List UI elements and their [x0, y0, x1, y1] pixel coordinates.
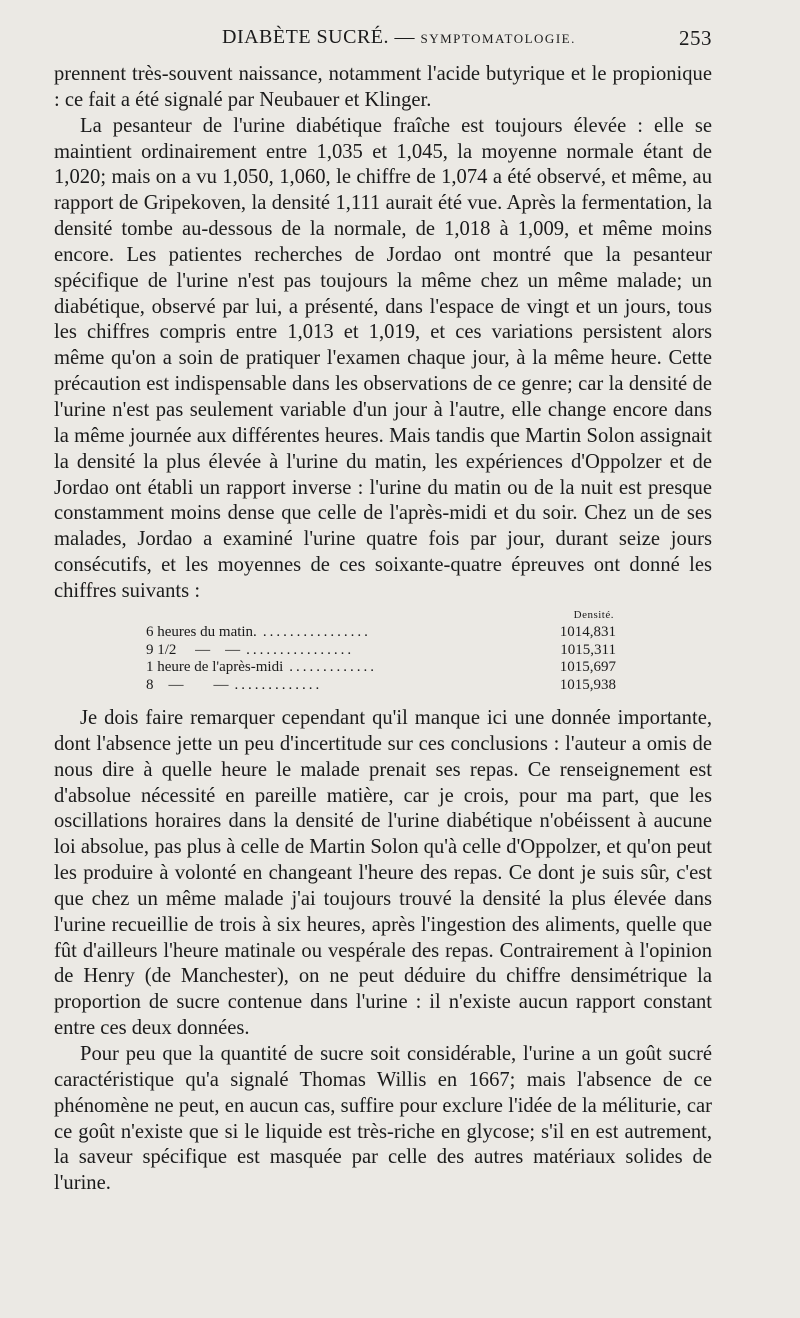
row-value: 1015,938 — [559, 676, 616, 693]
row-value: 1015,311 — [560, 641, 616, 658]
row-leader: ............. — [234, 676, 323, 693]
row-label: 6 heures du matin. — [146, 624, 257, 640]
paragraph-taste: Pour peu que la quantité de sucre soit considérable, l'urine a un goût sucré caractéristique qu'a signalé Thomas Willis en 1667; mais l'absence de ce phénomène ne peut, en aucun cas, suffire pour exclure l'idée de la méliturie, car ce goût n'existe que si le liquide est très-riche en glycose; s'il en est autrement, la saveur spécifique est masquée par celle des autres matériaux solides de l'urine. — [54, 1042, 712, 1195]
header-title: DIABÈTE SUCRÉ. — — [222, 26, 415, 48]
row-label: 1 heure de l'après-midi — [146, 659, 284, 675]
running-header — [52, 22, 712, 52]
paragraph-remark: Je dois faire remarquer cependant qu'il manque ici une donnée importante, dont l'absence jette un peu d'incertitude sur ces conclusions : l'auteur a omis de nous dire à quelle heure le malade prenait ses repas. Ce renseignement est d'absolue nécessité en pareille matière, car je crois, pour ma part, que les oscillations horaires dans la densité de l'urine diabétique n'obéissent à aucune loi absolue, pas plus à celle de Martin Solon qu'à celle d'Oppolzer, et qu'on peut les produire à volonté en changeant l'heure des repas. Ce dont je suis sûr, c'est que chez un même malade j'ai toujours trouvé la densité la plus élevée dans l'urine recueillie de trois à six heures, après l'ingestion des aliments, quelle que fût d'ailleurs l'heure matinale ou vespérale des repas. Contrairement à l'opinion de Henry (de Manchester), on ne peut déduire du chiffre densimétrique la proportion de sucre contenue dans l'urine : il n'existe aucun rapport constant entre ces deux données. — [54, 707, 712, 1040]
row-leader: ............. — [289, 659, 377, 675]
table-column-header: Densité. — [573, 609, 614, 621]
paragraph-urine-density: La pesanteur de l'urine diabétique fraîche est toujours élevée : elle se maintient ordinairement entre 1,035 et 1,045, la moyenne normale étant de 1,020; mais on a vu 1,050, 1,060, le chiffre de 1,074 a été observé, et même, au rapport de Gripekoven, la densité 1,111 aurait été vue. Après la fermentation, la densité tombe au-dessous de la normale, de 1,018 à 1,009, et même moins encore. Les patientes recherches de Jordao ont montré que la pesanteur spécifique de l'urine n'est pas toujours la même chez un même malade; un diabétique, observé par lui, a présenté, dans l'espace de vingt et un jours, tous les chiffres compris entre 1,013 et 1,019, et ces variations persistent alors même qu'on a soin de pratiquer l'examen chaque jour, à la même heure. Cette précaution est indispensable dans les observations de ce genre; car la densité de l'urine n'est pas seulement variable d'un jour à l'autre, elle change encore dans la même journée aux différentes heures. Mais tandis que Martin Solon assignait la densité la plus élevée à l'urine du matin, les expériences d'Oppolzer et de Jordao ont établi un rapport inverse : l'urine du matin ou de la nuit est presque constamment moins dense que celle de l'après-midi et du soir. Chez un de ses malades, Jordao a examiné l'urine quatre fois par jour, durant seize jours consécutifs, et les moyennes de ces soixante-quatre épreuves ont donné les chiffres suivants : — [54, 114, 712, 602]
row-leader: ................ — [262, 624, 371, 640]
row-value: 1015,697 — [559, 659, 616, 675]
density-table — [146, 607, 616, 694]
text-block-top — [54, 62, 712, 605]
table-row — [146, 642, 616, 660]
header-section: SYMPTOMATOLOGIE. — [420, 31, 576, 46]
table-row — [146, 624, 616, 642]
paragraph-continued: prennent très-souvent naissance, notamment l'acide butyrique et le propionique : ce fait a été signalé par Neubauer et Klinger. — [54, 63, 712, 111]
row-value: 1014,831 — [559, 624, 616, 640]
row-label: 9 1/2 — — — [146, 641, 241, 658]
table-row — [146, 677, 616, 695]
text-block-bottom — [54, 706, 712, 1197]
row-label: 8 — — — [146, 676, 229, 693]
page-number: 253 — [679, 26, 712, 50]
row-leader: ................ — [246, 641, 355, 658]
table-row — [146, 659, 616, 677]
running-title — [222, 26, 576, 49]
